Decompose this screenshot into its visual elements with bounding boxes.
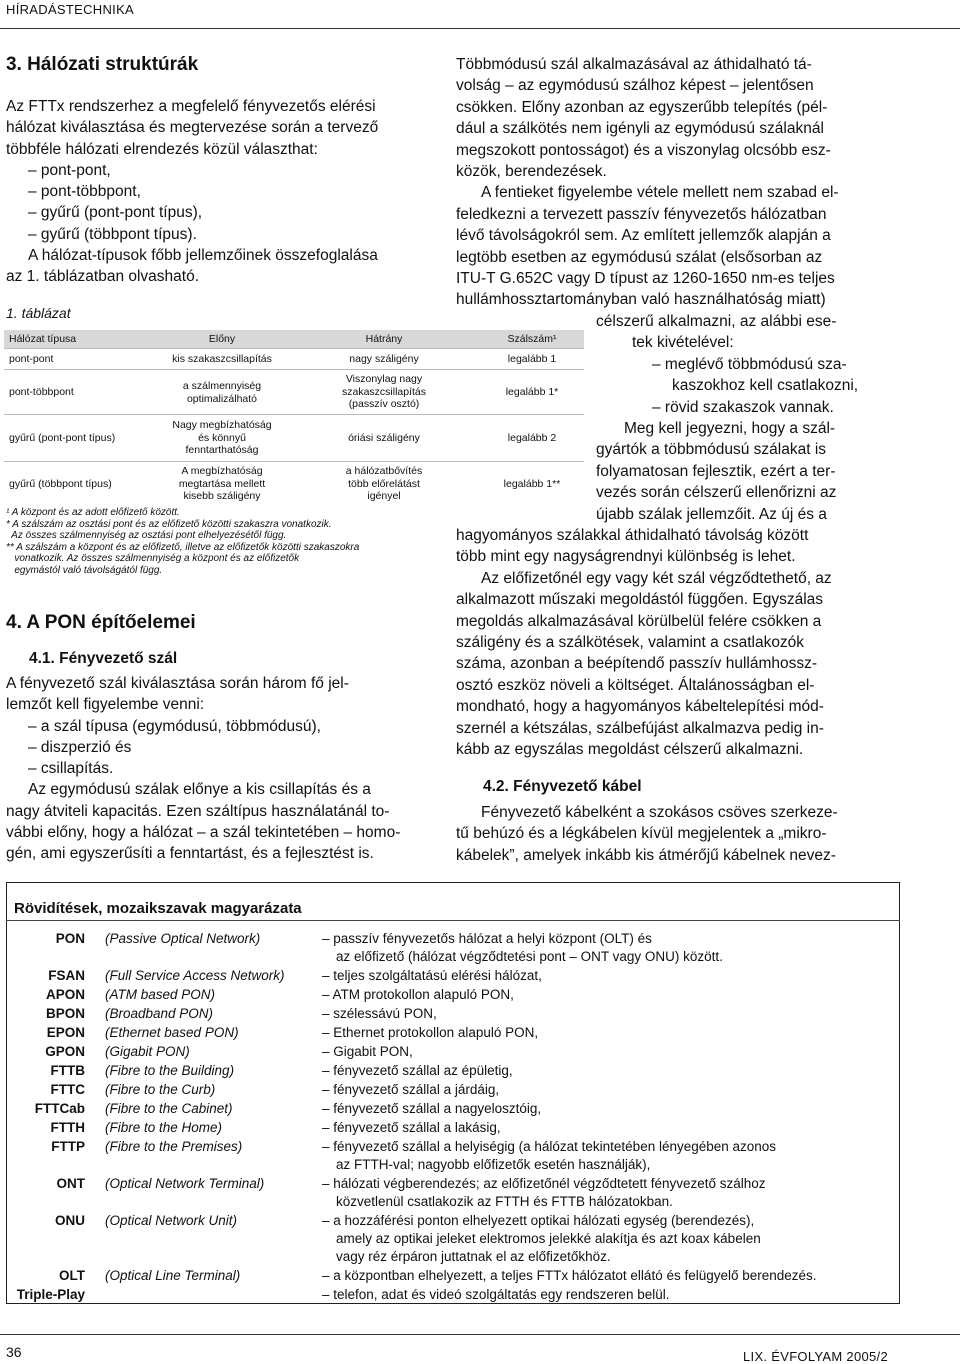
text-line: száma, azonban a beépítendő passzív hullámhossz- [456, 655, 818, 673]
text-line: Fényvezető kábelként a szokásos csöves szerkeze- [481, 804, 838, 821]
text-line: alkalmazott műszaki megoldástól függően. Egyszálas [456, 591, 824, 609]
footnote-line: egymástól való távolságától függ. [6, 564, 163, 576]
table-header-cell: Hálózat típusa [9, 333, 77, 345]
text-line: osztó eszköz növeli a költséget. Általánosságban el- [456, 676, 815, 694]
abbreviation-key: FTTP [51, 1139, 85, 1154]
right-column-wrapped-text [596, 311, 886, 525]
text-line: kaszokhoz kell csatlakozni, [672, 377, 859, 395]
abbreviation-row [6, 986, 896, 1004]
cell-line: több előrelátást [348, 477, 420, 490]
abbreviation-description: közvetlenül csatlakozik az FTTH és FTTB hálózatokban. [336, 1194, 673, 1209]
abbreviation-expansion: (Gigabit PON) [105, 1044, 190, 1059]
abbreviation-description: amely az optikai jeleket elektromos jelekké alakítja és azt koax kábelen [336, 1231, 761, 1246]
text-line: gyártók a többmódusú szálakat is [596, 441, 827, 459]
heading-section-4: 4. A PON építőelemei [6, 612, 196, 633]
table-cell-type: pont-pont [9, 353, 54, 365]
table-row [4, 414, 584, 461]
text-line: gén, ami egyszerűsíti a fenntartást, és a fejlesztést is. [6, 845, 374, 863]
text-line: száligény és a szálkötések, valamint a csatlakozók [456, 633, 805, 651]
table-cell-advantage [142, 353, 302, 366]
footer-rule [0, 1334, 960, 1335]
abbreviation-expansion: (Fibre to the Cabinet) [105, 1101, 233, 1116]
abbreviation-expansion: (Fibre to the Home) [105, 1120, 223, 1135]
text-line: csökken. Előny azonban az egyszerűbb telepítés (pél- [456, 98, 828, 116]
text-line: – rövid szakaszok vannak. [652, 398, 834, 416]
abbreviation-key: BPON [45, 1006, 85, 1021]
footnote-line: ** A szálszám a központ és az előfizető, illetve az előfizetők közötti szakaszokra [6, 541, 360, 553]
table-header-row [4, 330, 584, 348]
abbreviation-description: – a központban elhelyezett, a teljes FTTx hálózatot ellátó és felügyelő berendezés. [322, 1268, 817, 1283]
abbreviations-title-rule [6, 920, 900, 921]
abbreviation-key: Triple-Play [16, 1287, 85, 1302]
text-line: többféle hálózati elrendezés közül választhat: [6, 140, 318, 158]
abbreviation-row [6, 1005, 896, 1023]
footnote-line: ¹ A központ és az adott előfizető között. [6, 507, 180, 518]
text-line: vábbi előny, hogy a hálózat – a szál tekintetében – homo- [6, 824, 401, 842]
text-line: kább az egyszálas megoldást célszerű alkalmazni. [456, 740, 804, 758]
cell-line: A megbízhatóság [181, 465, 263, 477]
abbreviation-row [6, 1286, 896, 1304]
text-line: vezés során célszerű ellenőrizni az [596, 484, 837, 502]
text-line: közök, berendezések. [456, 162, 607, 180]
table-footnotes [6, 507, 446, 576]
abbreviation-row [6, 1024, 896, 1042]
text-line: – csillapítás. [28, 760, 114, 778]
text-line: lemzőt kell figyelembe venni: [6, 696, 205, 714]
text-line: lévő távolságokról sem. Az említett jellemzők alapján a [456, 227, 831, 245]
text-line: – a szál típusa (egymódusú, többmódusú), [28, 717, 321, 735]
text-line: A fentieket figyelembe vétele mellett nem szabad el- [481, 184, 839, 202]
network-types-table [4, 330, 584, 506]
table-cell-type: pont-többpont [9, 386, 74, 398]
text-line: megoldás alkalmazásával körülbelül felére csökken a [456, 612, 822, 630]
abbreviation-key: ONU [55, 1213, 85, 1228]
cell-line: kisebb száligény [183, 490, 261, 502]
text-line: hagyományos szálakkal áthidalható távolság között [456, 527, 809, 544]
text-line: legtöbb esetben az egymódusú szálat (elsősorban az [456, 248, 823, 266]
text-line: kábelek”, amelyek inkább kis átmérőjű kábelnek nevez- [456, 846, 836, 864]
running-header: HÍRADÁSTECHNIKA [6, 2, 135, 17]
abbreviation-row [6, 1100, 896, 1118]
text-line: hullámhossztartományban való használhatóság miatt) [456, 291, 826, 309]
abbreviation-description: – szélessávú PON, [322, 1006, 437, 1021]
table-header-cell: Előny [208, 333, 236, 345]
text-line: Többmódusú szál alkalmazásával az áthidalható tá- [456, 56, 812, 73]
footnote-line: * A szálszám az osztási pont és az előfizető közötti szakaszra vonatkozik. [6, 518, 332, 530]
text-line: szernél a kétszálas, szálbefújást alkalmazva pedig in- [456, 719, 824, 737]
abbreviation-expansion: (Fibre to the Building) [105, 1063, 235, 1078]
abbreviation-description: – fényvezető szállal az épületig, [322, 1063, 513, 1078]
abbreviation-description: az FTTH-val; nagyobb előfizetők esetén használják), [336, 1157, 651, 1172]
abbreviation-row [6, 1212, 896, 1266]
text-line: volság – az egymódusú szálhoz képest – jelentősen [456, 77, 814, 95]
abbreviation-description: – fényvezető szállal a helyiségig (a hálózat tekintetében lényegében azonos [322, 1139, 777, 1154]
abbreviation-description: – passzív fényvezetős hálózat a helyi központ (OLT) és [322, 931, 652, 946]
abbreviation-description: – fényvezető szállal a járdáig, [322, 1082, 500, 1097]
section-4-1-text [6, 673, 436, 865]
abbreviation-expansion: (Optical Network Terminal) [105, 1176, 265, 1191]
abbreviation-key: ONT [56, 1176, 85, 1191]
abbreviation-description: vagy réz érpáron juttatnak el az előfizetőkhöz. [336, 1249, 611, 1264]
cell-line: nagy száligény [349, 353, 419, 365]
heading-section-4-1: 4.1. Fényvezető szál [29, 650, 178, 667]
cell-line: fenntarthatóság [185, 444, 259, 456]
text-line: hálózat kiválasztása és megtervezése során a tervező [6, 119, 379, 137]
text-line: – meglévő többmódusú sza- [652, 355, 847, 373]
text-line: újabb szálak jellemzőit. Az új és a [596, 505, 827, 523]
table-row [4, 348, 584, 369]
text-line: nagy átviteli kapacitás. Ezen száltípus használatánál to- [6, 802, 390, 820]
abbreviation-expansion: (Optical Network Unit) [105, 1213, 238, 1228]
table-cell-fibre-count: legalább 1 [507, 353, 557, 365]
text-line: – gyűrű (pont-pont típus), [28, 204, 203, 222]
footnote-line: Az összes szálmennyiség az osztási pont elhelyezésétől függ. [6, 530, 287, 541]
table-row [4, 461, 584, 506]
text-line: A hálózat-típusok főbb jellemzőinek összefoglalása [28, 247, 378, 265]
cell-line: Viszonylag nagy [345, 373, 423, 385]
text-line: Az egymódusú szálak előnye a kis csillapítás és a [28, 781, 371, 799]
abbreviation-description: – fényvezető szállal a nagyelosztóig, [322, 1101, 542, 1116]
page-number: 36 [6, 1344, 22, 1360]
abbreviation-expansion: (Optical Line Terminal) [105, 1268, 241, 1283]
cell-line: és könnyű [198, 431, 246, 444]
heading-section-3: 3. Hálózati struktúrák [6, 54, 199, 75]
section-4-2-text [456, 802, 886, 866]
right-column-text [456, 54, 886, 311]
abbreviation-key: FTTCab [34, 1101, 85, 1116]
intro-text [6, 96, 436, 288]
cell-line: a hálózatbővítés [345, 465, 423, 477]
text-line: Az előfizetőnél egy vagy két szál végződtethető, az [481, 569, 832, 587]
abbreviation-row [6, 1043, 896, 1061]
abbreviation-description: – teljes szolgáltatású elérési hálózat, [322, 968, 542, 983]
text-line: az 1. táblázatban olvasható. [6, 268, 200, 286]
heading-section-4-2: 4.2. Fényvezető kábel [483, 778, 642, 795]
text-line: – diszperzió és [28, 738, 132, 756]
abbreviation-row [6, 1081, 896, 1099]
text-line: tek kivételével: [632, 334, 734, 352]
table-cell-fibre-count: legalább 1* [505, 386, 559, 398]
text-line: ITU-T G.652C vagy D típust az 1260-1650 nm-es teljes [456, 269, 835, 287]
issue-info: LIX. ÉVFOLYAM 2005/2 [743, 1349, 888, 1364]
abbreviation-description: – telefon, adat és videó szolgáltatás egy rendszeren belül. [322, 1287, 670, 1302]
table-cell-disadvantage [314, 432, 454, 445]
abbreviation-row [6, 1062, 896, 1080]
text-line: folyamatosan fejlesztik, ezért a ter- [596, 462, 836, 480]
text-line: – gyűrű (többpont típus). [28, 225, 197, 243]
abbreviation-key: FSAN [48, 968, 85, 983]
text-line: feledkezni a tervezett passzív fényvezetős hálózatban [456, 205, 827, 223]
cell-line: szakaszcsillapítás [341, 385, 427, 398]
abbreviation-description: – Gigabit PON, [322, 1044, 413, 1059]
table-cell-type: gyűrű (pont-pont típus) [9, 432, 116, 444]
abbreviation-description: – fényvezető szállal a lakásig, [322, 1120, 501, 1135]
abbreviation-description: – a hozzáférési ponton elhelyezett optikai hálózati egység (berendezés), [322, 1213, 755, 1228]
text-line: – pont-többpont, [28, 183, 141, 201]
cell-line: (passzív osztó) [348, 398, 420, 410]
abbreviation-expansion: (Fibre to the Curb) [105, 1082, 216, 1097]
cell-line: Nagy megbízhatóság [172, 419, 272, 431]
abbreviation-expansion: (Full Service Access Network) [105, 968, 285, 983]
table-caption: 1. táblázat [6, 305, 71, 321]
abbreviation-key: OLT [59, 1268, 85, 1283]
abbreviation-description: – hálózati végberendezés; az előfizetőnél végződtetett fényvezető szálhoz [322, 1176, 766, 1191]
abbreviation-description: – Ethernet protokollon alapuló PON, [322, 1025, 539, 1040]
text-line: A fényvezető szál kiválasztása során három fő jel- [6, 675, 349, 692]
cell-line: a szálmennyiség [182, 380, 262, 392]
text-line: Az FTTx rendszerhez a megfelelő fényvezetős elérési [6, 98, 376, 115]
abbreviation-row [6, 930, 896, 966]
text-line: – pont-pont, [28, 161, 111, 179]
abbreviation-key: APON [45, 987, 85, 1002]
table-cell-disadvantage [314, 353, 454, 366]
table-cell-advantage [142, 465, 302, 503]
text-line: célszerű alkalmazni, az alábbi ese- [596, 313, 837, 330]
abbreviation-key: PON [55, 931, 85, 946]
abbreviation-expansion: (ATM based PON) [105, 987, 216, 1002]
table-cell-type: gyűrű (többpont típus) [9, 478, 112, 490]
footnote-line: vonatkozik. Az összes szálmennyiség a központ és az előfizetők [6, 553, 300, 564]
abbreviations-title: Rövidítések, mozaikszavak magyarázata [14, 900, 302, 917]
text-line: tű behúzó és a légkábelen kívül megjelentek a „mikro- [456, 825, 827, 843]
abbreviation-description: az előfizető (hálózat végződtetési pont – ONT vagy ONU) között. [336, 949, 723, 964]
table-header-cell: Szálszám¹ [507, 333, 557, 345]
abbreviation-row [6, 1138, 896, 1174]
cell-line: optimalizálható [186, 392, 258, 405]
table-cell-disadvantage [314, 373, 454, 411]
text-line: több mint egy nagyságrendnyi különbség is lehet. [456, 548, 796, 566]
table-cell-advantage [142, 380, 302, 405]
abbreviation-description: – ATM protokollon alapuló PON, [322, 987, 514, 1002]
abbreviation-key: GPON [45, 1044, 85, 1059]
table-header-cell: Hátrány [365, 333, 403, 345]
abbreviation-expansion: (Ethernet based PON) [105, 1025, 239, 1040]
cell-line: kis szakaszcsillapítás [172, 353, 272, 365]
right-column-continued-text [456, 525, 886, 760]
abbreviation-key: FTTC [50, 1082, 85, 1097]
table-cell-disadvantage [314, 465, 454, 503]
abbreviation-expansion: (Fibre to the Premises) [105, 1139, 243, 1154]
cell-line: igényel [367, 490, 401, 502]
abbreviation-key: EPON [46, 1025, 85, 1040]
text-line: Meg kell jegyezni, hogy a szál- [624, 419, 836, 437]
abbreviation-row [6, 1175, 896, 1211]
table-cell-fibre-count: legalább 1** [503, 478, 561, 490]
table-row [4, 369, 584, 414]
abbreviation-row [6, 1119, 896, 1137]
text-line: megszokott pontosságot) és a viszonylag olcsóbb esz- [456, 141, 831, 159]
cell-line: megtartása mellett [178, 477, 266, 490]
text-line: dául a szálkötés nem igényli az egymódusú szálaknál [456, 120, 824, 138]
abbreviation-key: FTTH [50, 1120, 85, 1135]
abbreviation-expansion: (Broadband PON) [105, 1006, 214, 1021]
table-cell-fibre-count: legalább 2 [507, 432, 557, 444]
abbreviation-row [6, 967, 896, 985]
text-line: mondható, hogy a hagyományos kábeltelepítési mód- [456, 698, 824, 716]
abbreviation-expansion: (Passive Optical Network) [105, 931, 261, 946]
abbreviation-key: FTTB [50, 1063, 85, 1078]
abbreviation-row [6, 1267, 896, 1285]
table-cell-advantage [142, 419, 302, 457]
cell-line: óriási száligény [348, 432, 420, 444]
header-rule [0, 28, 960, 29]
